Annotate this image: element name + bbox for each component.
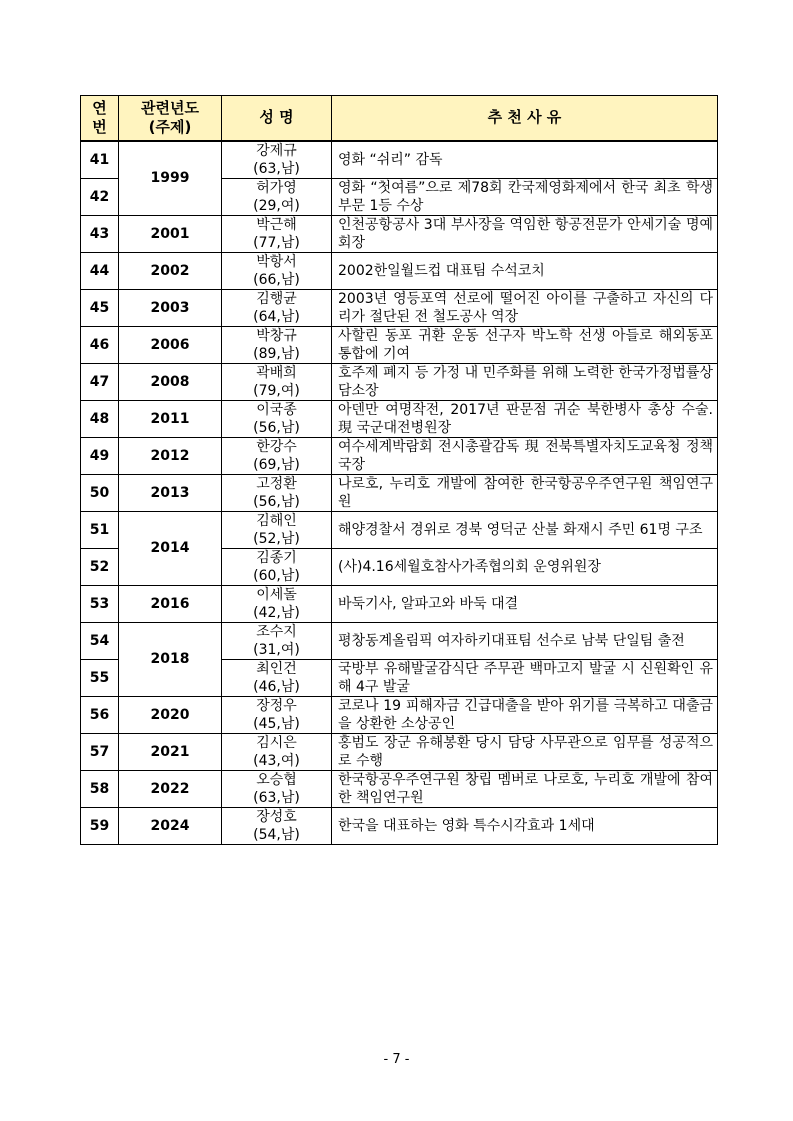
table-row bbox=[81, 326, 718, 363]
person-age-gender: (29,여) bbox=[253, 197, 300, 214]
reason-cell: 한국항공우주연구원 창립 멤버로 나로호, 누리호 개발에 참여한 책임연구원 bbox=[332, 770, 718, 807]
table-row bbox=[81, 474, 718, 511]
person-name: 이국종 bbox=[256, 401, 297, 418]
person-age-gender: (77,남) bbox=[253, 234, 300, 251]
person-name: 강제규 bbox=[256, 142, 297, 159]
person-name: 곽배희 bbox=[256, 364, 297, 381]
reason-cell: 인천공항공사 3대 부사장을 역임한 항공전문가 안세기술 명예회장 bbox=[332, 215, 718, 252]
row-number: 53 bbox=[81, 585, 119, 622]
row-year: 2018 bbox=[119, 622, 222, 696]
person-cell bbox=[222, 326, 332, 363]
table-row bbox=[81, 622, 718, 659]
person-name: 장정우 bbox=[256, 697, 297, 714]
person-name: 한강수 bbox=[256, 438, 297, 455]
row-year: 2006 bbox=[119, 326, 222, 363]
person-age-gender: (63,남) bbox=[253, 789, 300, 806]
table-row bbox=[81, 696, 718, 733]
table-row bbox=[81, 363, 718, 400]
person-age-gender: (43,여) bbox=[253, 752, 300, 769]
row-year: 2022 bbox=[119, 770, 222, 807]
person-name: 허가영 bbox=[256, 179, 297, 196]
person-cell bbox=[222, 548, 332, 585]
person-age-gender: (89,남) bbox=[253, 345, 300, 362]
person-age-gender: (63,남) bbox=[253, 160, 300, 177]
person-name: 김행균 bbox=[256, 290, 297, 307]
reason-cell: 영화 “쉬리” 감독 bbox=[332, 141, 718, 179]
row-year: 1999 bbox=[119, 141, 222, 216]
person-name: 조수지 bbox=[256, 623, 297, 640]
table-row bbox=[81, 252, 718, 289]
person-age-gender: (45,남) bbox=[253, 715, 300, 732]
row-year: 2024 bbox=[119, 807, 222, 844]
table-row bbox=[81, 215, 718, 252]
row-year: 2016 bbox=[119, 585, 222, 622]
person-name: 오승협 bbox=[256, 771, 297, 788]
person-name: 박창규 bbox=[256, 327, 297, 344]
row-year: 2021 bbox=[119, 733, 222, 770]
row-number: 42 bbox=[81, 178, 119, 215]
table-row bbox=[81, 770, 718, 807]
row-number: 55 bbox=[81, 659, 119, 696]
row-number: 51 bbox=[81, 511, 119, 548]
row-number: 46 bbox=[81, 326, 119, 363]
person-age-gender: (56,남) bbox=[253, 493, 300, 510]
person-name: 이세돌 bbox=[256, 586, 297, 603]
row-year: 2011 bbox=[119, 400, 222, 437]
person-cell bbox=[222, 437, 332, 474]
header-year: 관련년도 (주제) bbox=[119, 96, 222, 141]
reason-cell: 홍범도 장군 유해봉환 당시 담당 사무관으로 임무를 성공적으로 수행 bbox=[332, 733, 718, 770]
table-row bbox=[81, 585, 718, 622]
header-reason: 추 천 사 유 bbox=[332, 96, 718, 141]
person-cell bbox=[222, 178, 332, 215]
row-number: 50 bbox=[81, 474, 119, 511]
person-name: 김해인 bbox=[256, 512, 297, 529]
person-age-gender: (54,남) bbox=[253, 826, 300, 843]
row-number: 41 bbox=[81, 141, 119, 179]
person-age-gender: (31,여) bbox=[253, 641, 300, 658]
person-name: 박항서 bbox=[256, 253, 297, 270]
reason-cell: 바둑기사, 알파고와 바둑 대결 bbox=[332, 585, 718, 622]
person-age-gender: (42,남) bbox=[253, 604, 300, 621]
table-row bbox=[81, 141, 718, 179]
row-number: 45 bbox=[81, 289, 119, 326]
row-number: 57 bbox=[81, 733, 119, 770]
recommendation-table bbox=[80, 95, 718, 845]
person-cell bbox=[222, 141, 332, 179]
row-number: 54 bbox=[81, 622, 119, 659]
row-number: 47 bbox=[81, 363, 119, 400]
reason-cell: 코로나 19 피해자금 긴급대출을 받아 위기를 극복하고 대출금을 상환한 소상공인 bbox=[332, 696, 718, 733]
table-row bbox=[81, 400, 718, 437]
row-year: 2012 bbox=[119, 437, 222, 474]
row-year: 2003 bbox=[119, 289, 222, 326]
row-number: 49 bbox=[81, 437, 119, 474]
person-cell bbox=[222, 289, 332, 326]
reason-cell: 한국을 대표하는 영화 특수시각효과 1세대 bbox=[332, 807, 718, 844]
person-age-gender: (64,남) bbox=[253, 308, 300, 325]
reason-cell: 나로호, 누리호 개발에 참여한 한국항공우주연구원 책임연구원 bbox=[332, 474, 718, 511]
reason-cell: 국방부 유해발굴감식단 주무관 백마고지 발굴 시 신원확인 유해 4구 발굴 bbox=[332, 659, 718, 696]
person-cell bbox=[222, 252, 332, 289]
reason-cell: 해양경찰서 경위로 경북 영덕군 산불 화재시 주민 61명 구조 bbox=[332, 511, 718, 548]
person-cell bbox=[222, 696, 332, 733]
row-number: 48 bbox=[81, 400, 119, 437]
row-number: 43 bbox=[81, 215, 119, 252]
row-number: 52 bbox=[81, 548, 119, 585]
row-year: 2020 bbox=[119, 696, 222, 733]
reason-cell: 2002한일월드컵 대표팀 수석코치 bbox=[332, 252, 718, 289]
header-name: 성 명 bbox=[222, 96, 332, 141]
page-number: - 7 - bbox=[383, 1052, 410, 1067]
person-cell bbox=[222, 659, 332, 696]
person-cell bbox=[222, 585, 332, 622]
reason-cell: 2003년 영등포역 선로에 떨어진 아이를 구출하고 자신의 다리가 절단된 전 철도공사 역장 bbox=[332, 289, 718, 326]
reason-cell: 사할린 동포 귀환 운동 선구자 박노학 선생 아들로 해외동포 통합에 기여 bbox=[332, 326, 718, 363]
row-year: 2002 bbox=[119, 252, 222, 289]
person-cell bbox=[222, 363, 332, 400]
reason-cell: 여수세계박람회 전시총괄감독 現 전북특별자치도교육청 정책국장 bbox=[332, 437, 718, 474]
row-number: 56 bbox=[81, 696, 119, 733]
row-year: 2008 bbox=[119, 363, 222, 400]
row-year: 2001 bbox=[119, 215, 222, 252]
person-cell bbox=[222, 511, 332, 548]
person-name: 김종기 bbox=[256, 549, 297, 566]
person-cell bbox=[222, 807, 332, 844]
person-cell bbox=[222, 474, 332, 511]
person-age-gender: (52,남) bbox=[253, 530, 300, 547]
table-row bbox=[81, 289, 718, 326]
person-cell bbox=[222, 770, 332, 807]
table-row bbox=[81, 733, 718, 770]
person-age-gender: (66,남) bbox=[253, 271, 300, 288]
person-cell bbox=[222, 215, 332, 252]
row-year: 2014 bbox=[119, 511, 222, 585]
row-number: 59 bbox=[81, 807, 119, 844]
person-name: 장성호 bbox=[256, 808, 297, 825]
row-number: 44 bbox=[81, 252, 119, 289]
reason-cell: (사)4.16세월호참사가족협의회 운영위원장 bbox=[332, 548, 718, 585]
person-cell bbox=[222, 400, 332, 437]
person-name: 김시은 bbox=[256, 734, 297, 751]
person-name: 최인건 bbox=[256, 660, 297, 677]
row-year: 2013 bbox=[119, 474, 222, 511]
person-name: 고정환 bbox=[256, 475, 297, 492]
reason-cell: 평창동계올림픽 여자하키대표팀 선수로 남북 단일팀 출전 bbox=[332, 622, 718, 659]
person-age-gender: (79,여) bbox=[253, 382, 300, 399]
person-name: 박근해 bbox=[256, 216, 297, 233]
person-cell bbox=[222, 733, 332, 770]
header-no: 연 번 bbox=[81, 96, 119, 141]
row-number: 58 bbox=[81, 770, 119, 807]
reason-cell: 영화 “첫여름”으로 제78회 칸국제영화제에서 한국 최초 학생부문 1등 수상 bbox=[332, 178, 718, 215]
table-row bbox=[81, 437, 718, 474]
person-age-gender: (46,남) bbox=[253, 678, 300, 695]
reason-cell: 호주제 폐지 등 가정 내 민주화를 위해 노력한 한국가정법률상담소장 bbox=[332, 363, 718, 400]
person-age-gender: (60,남) bbox=[253, 567, 300, 584]
person-age-gender: (69,남) bbox=[253, 456, 300, 473]
header-row bbox=[81, 96, 718, 141]
person-age-gender: (56,남) bbox=[253, 419, 300, 436]
table-row bbox=[81, 807, 718, 844]
person-cell bbox=[222, 622, 332, 659]
table-row bbox=[81, 511, 718, 548]
reason-cell: 아덴만 여명작전, 2017년 판문점 귀순 북한병사 총상 수술. 現 국군대전병원장 bbox=[332, 400, 718, 437]
